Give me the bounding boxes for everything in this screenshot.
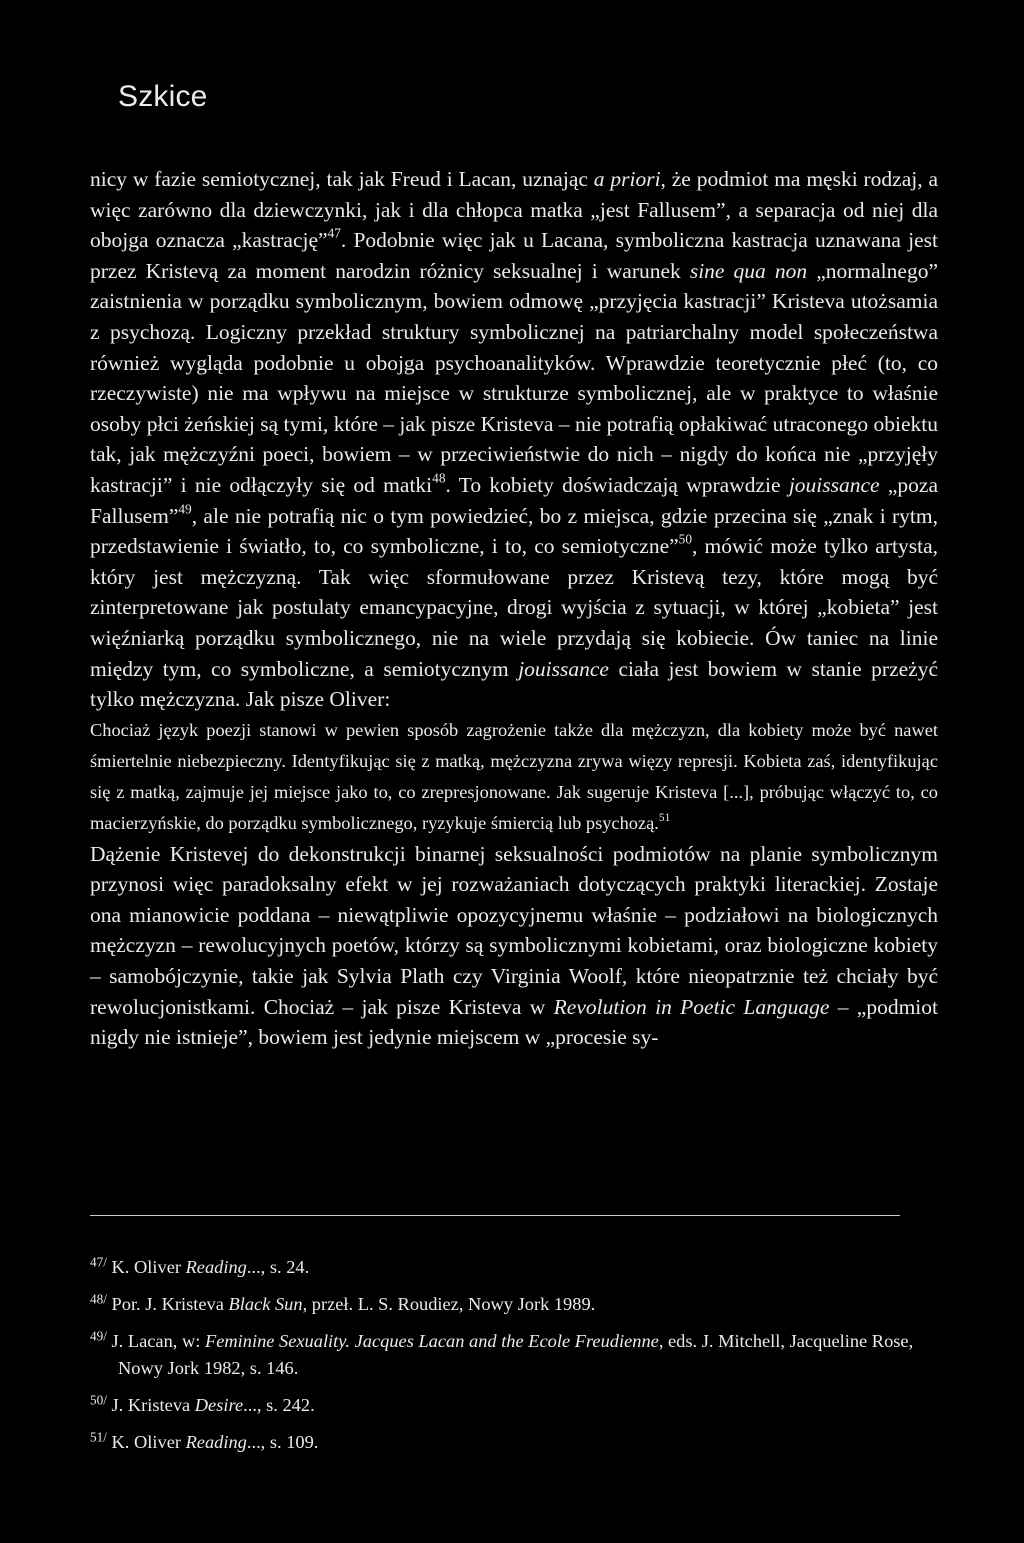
footnote-title: Black Sun: [228, 1294, 303, 1314]
italic-phrase: jouissance: [518, 656, 609, 681]
footnote-marker: 49/: [90, 1328, 107, 1344]
footnote-text: ..., s. 109.: [246, 1432, 319, 1452]
text-run: . To kobiety doświadczają wprawdzie: [445, 472, 789, 497]
footnote-title: Reading: [185, 1432, 247, 1452]
text-run: Dążenie Kristevej do dekonstrukcji binarnej seksualności podmiotów na planie symbolicznym przynosi więc paradoksalny efekt w jej rozważaniach dotyczących praktyki literackiej. Zostaje ona mianowicie poddana – niewątpliwie opozycyjnemu właśnie – podziałowi na biologicznych mężczyzn – rewolucyjnych poetów, którzy są symbolicznymi kobietami, oraz biologiczne kobiety – samobójczynie, takie jak Sylvia Plath czy Virginia Woolf, które nieopatrznie też chciały być rewolucjonistkami. Chociaż – jak pisze Kristeva w: [90, 841, 938, 1019]
footnote-marker: 47/: [90, 1254, 107, 1270]
footnote-51: [90, 1429, 930, 1456]
footnote-ref[interactable]: 47: [327, 225, 341, 241]
footnote-marker: 51/: [90, 1429, 107, 1445]
footnote-marker: 50/: [90, 1392, 107, 1408]
section-header: Szkice: [118, 80, 208, 113]
footnote-49: [90, 1328, 930, 1382]
text-run: „normalnego” zaistnienia w porządku symbolicznym, bowiem odmowę „przyjęcia kastracji” Kristeva utożsamia z psychozą. Logiczny przekład struktury symbolicznej na patriarchalny model społeczeństwa również wygląda podobnie u obojga psychoanalityków. Wprawdzie teoretycznie płeć (to, co rzeczywiste) nie ma wpływu na miejsce w strukturze symbolicznej, ale w praktyce to właśnie osoby płci żeńskiej są tymi, które – jak pisze Kristeva – nie potrafią opłakiwać utraconego obiektu tak, jak mężczyźni poeci, bowiem – w przeciwieństwie do nich – nigdy do końca nie „przyjęły kastracji” i nie odłączyły się od matki: [90, 258, 938, 497]
footnote-48: [90, 1291, 930, 1318]
footnote-ref[interactable]: 51: [658, 811, 671, 824]
footnote-ref[interactable]: 50: [678, 531, 692, 547]
footnote-title: Reading: [185, 1257, 247, 1277]
paragraph-1: [90, 164, 938, 715]
footnote-ref[interactable]: 49: [178, 501, 192, 517]
quote-text: Chociaż język poezji stanowi w pewien sposób zagrożenie także dla mężczyzn, dla kobiety może być nawet śmiertelnie niebezpieczny. Identyfikując się z matką, mężczyzna zrywa więzy represji. Kobieta zaś, identyfikując się z matką, zajmuje jej miejsce jako to, co zrepresjonowane. Jak sugeruje Kristeva [...], próbując włączyć to, co macierzyńskie, do porządku symbolicznego, ryzykuje śmiercią lub psychozą.: [90, 719, 938, 833]
footnote-text: ..., s. 24.: [246, 1257, 310, 1277]
footnote-47: [90, 1254, 930, 1281]
text-run: ciała jest bowiem w stanie przeżyć tylko mężczyzna. Jak pisze Oliver:: [90, 656, 938, 712]
footnote-text: J. Kristeva: [106, 1395, 195, 1415]
footnotes: [90, 1254, 930, 1466]
footnote-marker: 48/: [90, 1291, 107, 1307]
text-run: , że podmiot ma męski rodzaj, a więc zarówno dla dziewczynki, jak i dla chłopca matka „jest Fallusem”, a separacja od niej dla obojga oznacza „kastrację”: [90, 167, 939, 253]
paragraph-2: [90, 839, 938, 1053]
italic-phrase: jouissance: [788, 472, 880, 497]
main-text: [90, 164, 938, 1053]
text-run: , ale nie potrafią nic o tym powiedzieć, bo z miejsca, gdzie przecina się „znak i rytm, przedstawienie i światło, to, co symboliczne, i to, co semiotyczne”: [90, 503, 938, 559]
block-quote: [90, 715, 938, 839]
italic-phrase: a priori: [593, 167, 661, 191]
text-run: , mówić może tylko artysta, który jest mężczyzną. Tak więc sformułowane przez Kristevą tezy, które mogą być zinterpretowane jak postulaty emancypacyjne, drogi wyjścia z sytuacji, w której „kobieta” jest więźniarką porządku symbolicznego, nie na wiele przydają się kobiecie. Ów taniec na linie między tym, co symboliczne, a semiotycznym: [90, 534, 938, 681]
footnote-title: Desire: [194, 1395, 244, 1415]
text-run: – „podmiot nigdy nie istnieje”, bowiem jest jedynie miejscem w „procesie sy-: [90, 994, 938, 1050]
footnote-50: [90, 1392, 930, 1419]
footnote-text: , przeł. L. S. Roudiez, Nowy Jork 1989.: [302, 1294, 596, 1314]
footnote-ref[interactable]: 48: [432, 470, 446, 486]
footnote-text: Por. J. Kristeva: [106, 1294, 229, 1314]
footnote-text: J. Lacan, w:: [106, 1331, 205, 1351]
text-run: nicy w fazie semiotycznej, tak jak Freud i Lacan, uznając: [90, 167, 594, 191]
footnote-text: , eds. J. Mitchell, Jacqueline Rose, Nowy Jork 1982, s. 146.: [118, 1331, 914, 1378]
footnote-divider: [90, 1215, 900, 1216]
text-run: „poza Fallusem”: [90, 472, 938, 528]
footnote-text: K. Oliver: [106, 1257, 186, 1277]
footnote-text: K. Oliver: [106, 1432, 186, 1452]
italic-phrase: sine qua non: [689, 258, 808, 283]
footnote-text: ..., s. 242.: [243, 1395, 315, 1415]
footnote-title: Feminine Sexuality. Jacques Lacan and the Ecole Freudienne: [204, 1331, 659, 1351]
italic-phrase: Revolution in Poetic Language: [553, 994, 830, 1019]
text-run: . Podobnie więc jak u Lacana, symboliczna kastracja uznawana jest przez Kristevą za moment narodzin różnicy seksualnej i warunek: [90, 228, 938, 283]
